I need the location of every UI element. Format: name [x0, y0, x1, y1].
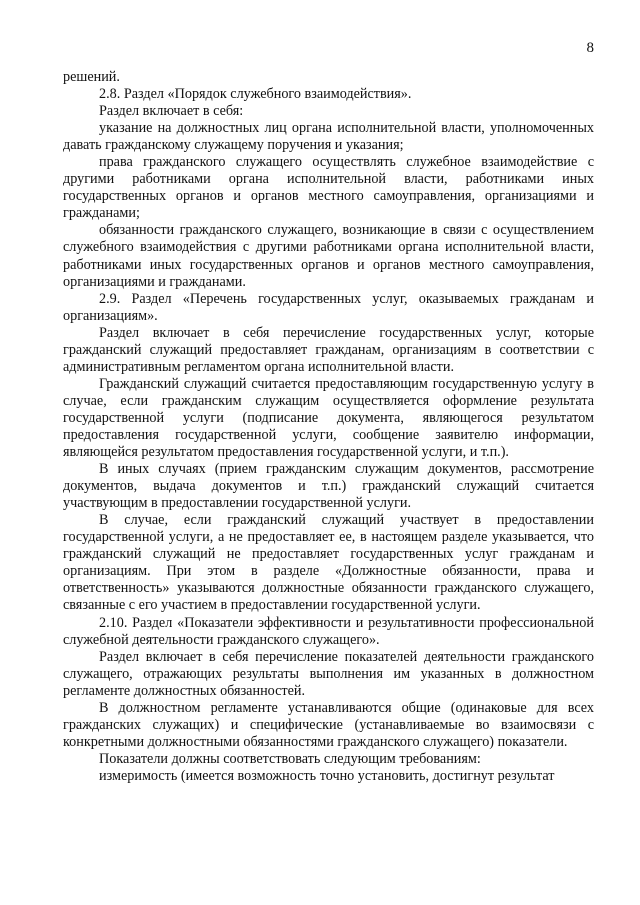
page-number: 8 — [586, 40, 594, 56]
paragraph-16: измеримость (имеется возможность точно установить, достигнут результат — [99, 767, 555, 784]
paragraph-15: Показатели должны соответствовать следующим требованиям: — [99, 750, 481, 767]
paragraph-10: В иных случаях (прием гражданским служащим документов, рассмотрение документов, выдача документов и т.п.) гражданский служащий считается участвующим в предоставлении государственной услуги. — [63, 461, 594, 512]
paragraph-12: 2.10. Раздел «Показатели эффективности и результативности профессиональной служебной деятельности гражданского служащего». — [63, 614, 594, 648]
paragraph-5: права гражданского служащего осуществлять служебное взаимодействие с другими работниками органа исполнительной власти, работниками иных государственных органов и органов местного самоуправления, организациями и гражданами; — [63, 154, 594, 222]
paragraph-13: Раздел включает в себя перечисление показателей деятельности гражданского служащего, отражающих результаты выполнения им указанных в должностном регламенте должностных обязанностей. — [63, 648, 594, 699]
paragraph-2: 2.8. Раздел «Порядок служебного взаимодействия». — [99, 86, 412, 103]
paragraph-3: Раздел включает в себя: — [99, 103, 244, 120]
paragraph-7: 2.9. Раздел «Перечень государственных услуг, оказываемых гражданам и организациям». — [63, 290, 594, 324]
paragraph-4: указание на должностных лиц органа исполнительной власти, уполномоченных давать гражданскому служащему поручения и указания; — [63, 120, 594, 154]
paragraph-11: В случае, если гражданский служащий участвует в предоставлении государственной услуги, а не предоставляет ее, в настоящем разделе указывается, что гражданский служащий не предоставляет государственных услуг гражданам и организациям. При этом в разделе «Должностные обязанности, права и ответственность» указываются должностные обязанности гражданского служащего, связанные с его участием в предоставлении государственной услуги. — [63, 512, 594, 614]
paragraph-8: Раздел включает в себя перечисление государственных услуг, которые гражданский служащий предоставляет гражданам, организациям в соответствии с административным регламентом органа исполнительной власти. — [63, 324, 594, 375]
paragraph-14: В должностном регламенте устанавливаются общие (одинаковые для всех гражданских служащих) и специфические (устанавливаемые во взаимосвязи с конкретными должностными обязанностями гражданского служащего) показатели. — [63, 699, 594, 750]
paragraph-9: Гражданский служащий считается предоставляющим государственную услугу в случае, если гражданским служащим осуществляется оформление результата государственной услуги (подписание документа, являющегося результатом предоставления государственной услуги, сообщение заявителю информации, являющейся результатом предоставления государственной услуги, и т.п.). — [63, 375, 594, 461]
paragraph-6: обязанности гражданского служащего, возникающие в связи с осуществлением служебного взаимодействия с другими работниками органа исполнительной власти, работниками иных государственных органов и органов местного самоуправления, организациями и гражданами. — [63, 222, 594, 290]
page-body — [63, 69, 594, 785]
paragraph-1: решений. — [63, 69, 120, 85]
